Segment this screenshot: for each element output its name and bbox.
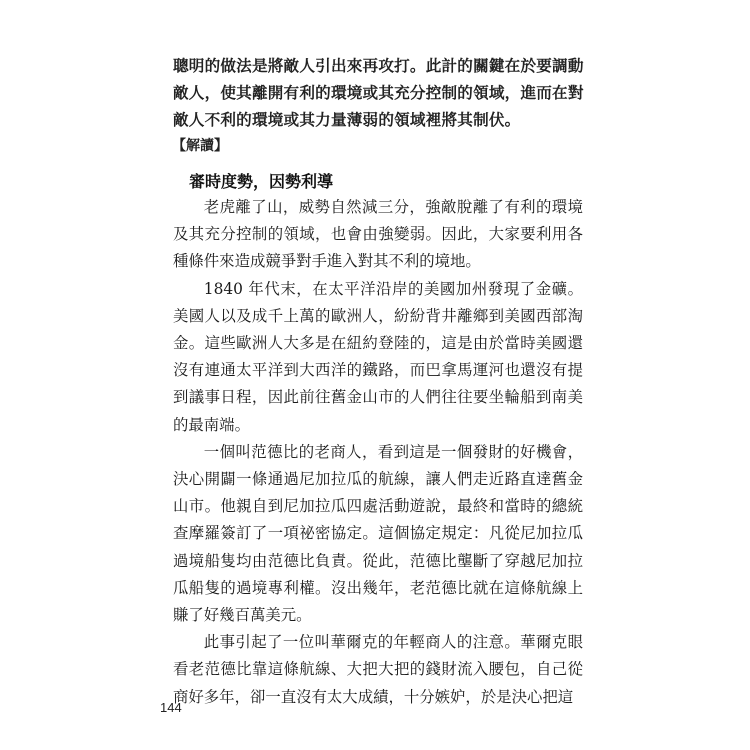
body-paragraph: 1840 年代末，在太平洋沿岸的美國加州發現了金礦。美國人以及成千上萬的歐洲人，紛紛背井離鄉到美國西部淘金。這些歐洲人大多是在紐約登陸的，這是由於當時美國還沒有連通太平洋到大西洋的鐵路，而巴拿馬運河也還沒有提到議事日程，因此前往舊金山市的人們往往要坐輪船到南美的最南端。 [173,279,583,434]
section-tag-interpretation: 【解讀】 [172,138,228,154]
body-text [173,194,583,711]
body-paragraph: 一個叫范德比的老商人，看到這是一個發財的好機會，決心開闢一條通過尼加拉瓜的航線，讓人們走近路直達舊金山市。他親自到尼加拉瓜四處活動遊說，最終和當時的總統查摩羅簽訂了一項祕密協定。這個協定規定：凡從尼加拉瓜過境船隻均由范德比負責。從此，范德比壟斷了穿越尼加拉瓜船隻的過境專利權。沒出幾年，老范德比就在這條航線上賺了好幾百萬美元。 [173,442,583,625]
body-paragraph: 老虎離了山，威勢自然減三分，強敵脫離了有利的環境及其充分控制的領域，也會由強變弱。因此，大家要利用各種條件來造成競爭對手進入對其不利的境地。 [173,198,583,271]
section-subheading: 審時度勢，因勢利導 [189,172,334,191]
body-paragraph: 此事引起了一位叫華爾克的年輕商人的注意。華爾克眼看老范德比靠這條航線、大把大把的錢財流入腰包，自己從商好多年，卻一直沒有太大成績，十分嫉妒，於是決心把這 [173,633,583,706]
intro-paragraph: 聰明的做法是將敵人引出來再攻打。此計的關鍵在於要調動敵人，使其離開有利的環境或其充分控制的領域，進而在對敵人不利的環境或其力量薄弱的領域裡將其制伏。 [173,57,584,129]
intro-passage [173,53,593,134]
page-number: 144 [160,700,182,715]
